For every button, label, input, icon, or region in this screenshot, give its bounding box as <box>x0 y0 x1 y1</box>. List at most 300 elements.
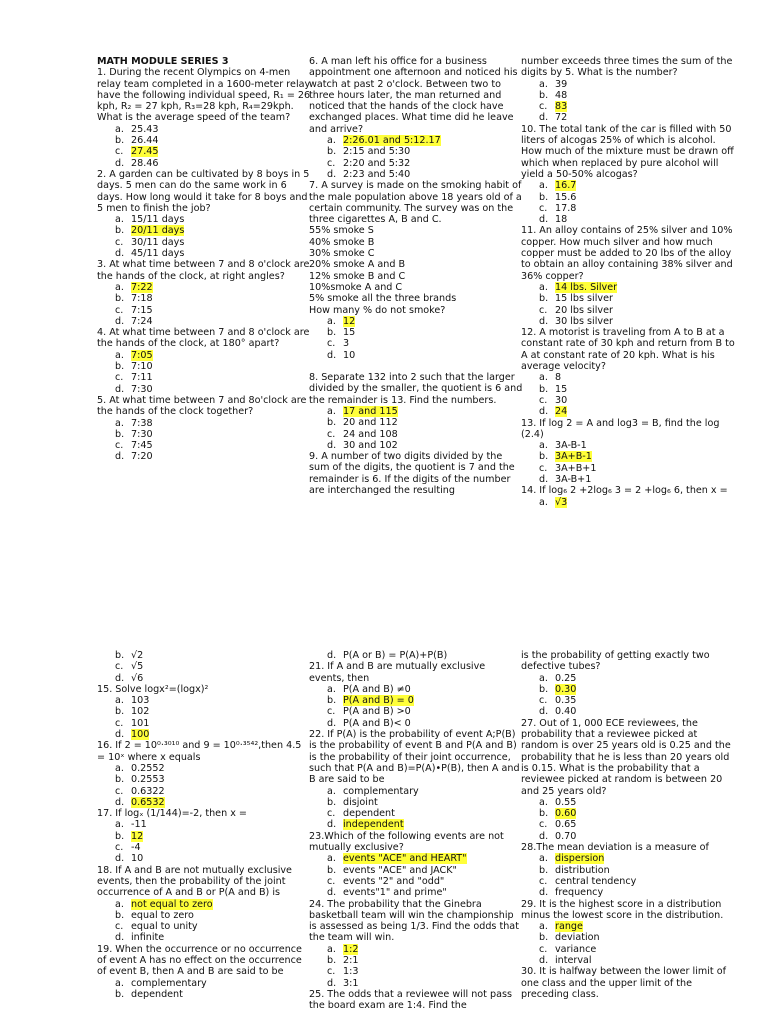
highlighted-answer: 1:2 <box>343 943 359 955</box>
option-letter: d. <box>115 383 125 395</box>
question-text: 27. Out of 1, 000 ECE reviewees, the probability that a reviewee picked at random is over 25 years old is 0.25 and the probability that he is less than 20 years old is 0.15. What is the probability that a reviewee picked at random is between 20 and 25 years old? <box>521 717 731 797</box>
option-letter: c. <box>539 462 548 474</box>
answer-option <box>97 706 311 717</box>
option-text: 18 <box>555 214 568 226</box>
survey-line: 5% smoke all the three brands <box>309 293 457 305</box>
option-letter: c. <box>327 338 336 350</box>
answer-option <box>309 316 523 327</box>
option-letter: d. <box>115 853 125 865</box>
survey-line: 20% smoke A and B <box>309 259 406 271</box>
option-letter: d. <box>327 819 337 831</box>
answer-option <box>97 293 311 304</box>
answer-option <box>309 406 523 417</box>
option-text: 7:11 <box>131 372 153 384</box>
answer-option <box>521 853 735 864</box>
option-letter: c. <box>539 819 548 831</box>
answer-option <box>97 842 311 853</box>
answer-option <box>309 865 523 876</box>
option-letter: d. <box>327 650 337 661</box>
option-text: √6 <box>131 672 144 684</box>
option-letter: b. <box>115 830 125 842</box>
option-text: 0.65 <box>555 819 577 831</box>
option-letter: a. <box>539 921 548 933</box>
option-text: 24 and 108 <box>343 428 398 440</box>
option-letter: c. <box>327 157 336 169</box>
option-letter: a. <box>539 672 548 684</box>
highlighted-answer: events "ACE" and HEART" <box>343 853 467 865</box>
question-text: 15. Solve logx²=(logx)² <box>97 683 209 695</box>
answer-option <box>309 684 523 695</box>
answer-option <box>97 282 311 293</box>
option-text: 7:15 <box>131 304 153 316</box>
option-letter: a. <box>115 123 124 135</box>
highlighted-answer: 0.30 <box>555 683 577 695</box>
answer-option <box>97 819 311 830</box>
answer-option <box>97 932 311 943</box>
answer-option <box>521 463 735 474</box>
answer-option <box>521 395 735 406</box>
option-text: events"1" and prime" <box>343 887 447 899</box>
option-text: 25.43 <box>131 123 159 135</box>
option-letter: c. <box>327 808 336 820</box>
answer-option <box>97 214 311 225</box>
question-text: 17. If logₓ (1/144)=-2, then x = <box>97 808 247 820</box>
answer-option <box>97 440 311 451</box>
answer-option <box>521 293 735 304</box>
option-letter: d. <box>115 672 125 684</box>
answer-option <box>309 819 523 830</box>
answer-option <box>97 718 311 729</box>
question-text: 13. If log 2 = A and log3 = B, find the log (2.4) <box>521 417 720 440</box>
answer-option <box>97 831 311 842</box>
option-text: events "2" and "odd" <box>343 875 445 887</box>
option-text: equal to zero <box>131 909 194 921</box>
answer-option <box>97 786 311 797</box>
answer-option <box>521 955 735 966</box>
option-text: disjoint <box>343 796 378 808</box>
question-text: 16. If 2 = 10⁰·³⁰¹⁰ and 9 = 10⁰·³⁵⁴²,then 4.5 = 10ˣ where x equals <box>97 740 302 763</box>
column-1-top <box>97 56 311 463</box>
option-letter: c. <box>115 717 124 729</box>
option-letter: a. <box>539 440 548 452</box>
option-letter: a. <box>539 180 548 192</box>
option-text: 7:38 <box>131 417 153 429</box>
question-text: is the probability of getting exactly two defective tubes? <box>521 650 710 673</box>
answer-option <box>97 146 311 157</box>
option-text: distribution <box>555 864 610 876</box>
answer-option <box>97 135 311 146</box>
option-text: 0.2552 <box>131 762 165 774</box>
answer-option <box>521 90 735 101</box>
question-text: 23.Which of the following events are not mutually exclusive? <box>309 830 504 854</box>
answer-option <box>521 808 735 819</box>
option-text: P(A and B) ≠0 <box>343 683 411 695</box>
option-text: 3A-B+1 <box>555 473 592 485</box>
option-text: 7:45 <box>131 440 153 452</box>
option-text: P(A or B) = P(A)+P(B) <box>343 650 448 661</box>
option-text: 17.8 <box>555 202 577 214</box>
option-letter: d. <box>539 830 549 842</box>
option-letter: b. <box>115 361 125 373</box>
answer-option <box>309 944 523 955</box>
option-letter: c. <box>115 236 124 248</box>
highlighted-answer: 7:22 <box>131 281 153 293</box>
survey-line: 55% smoke S <box>309 225 374 237</box>
option-text: 7:20 <box>131 451 153 463</box>
highlighted-answer: 16.7 <box>555 180 577 192</box>
question-text: 8. Separate 132 into 2 such that the larger divided by the smaller, the quotient is 6 and the remainder is 13. Find the numbers. <box>309 372 523 406</box>
option-letter: c. <box>115 440 124 452</box>
answer-option <box>309 955 523 966</box>
option-letter: c. <box>115 842 124 854</box>
question-text: 10. The total tank of the car is filled with 50 liters of alcogas 25% of which is alcohol. How much of the mixture must be drawn off which when replaced by pure alcohol will yield a 50-50% alcogas? <box>521 123 734 180</box>
answer-option <box>521 944 735 955</box>
option-letter: b. <box>115 650 125 661</box>
option-letter: d. <box>115 796 125 808</box>
option-text: interval <box>555 955 592 967</box>
answer-option <box>309 797 523 808</box>
question-text: 3. At what time between 7 and 8 o'clock are the hands of the clock, at right angles? <box>97 259 310 282</box>
answer-option <box>521 282 735 293</box>
survey-line: 40% smoke B <box>309 236 375 248</box>
answer-option <box>521 214 735 225</box>
highlighted-answer: range <box>555 921 583 933</box>
answer-option <box>97 361 311 372</box>
option-letter: d. <box>539 706 549 718</box>
option-letter: a. <box>327 135 336 147</box>
question-text: 12. A motorist is traveling from A to B at a constant rate of 30 kph and return from B to A at constant rate of 20 kph. What is his average velocity? <box>521 327 735 373</box>
answer-option <box>97 921 311 932</box>
option-letter: c. <box>539 202 548 214</box>
answer-option <box>521 372 735 383</box>
option-text: 45/11 days <box>131 248 185 260</box>
option-letter: a. <box>327 943 336 955</box>
option-text: 10 <box>343 349 356 361</box>
option-text: √5 <box>131 661 144 673</box>
answer-option <box>97 899 311 910</box>
option-letter: a. <box>539 796 548 808</box>
option-letter: d. <box>539 406 549 418</box>
option-text: -11 <box>131 819 147 831</box>
option-letter: c. <box>115 372 124 384</box>
answer-option <box>521 887 735 898</box>
option-letter: d. <box>539 473 549 485</box>
option-text: central tendency <box>555 875 637 887</box>
answer-option <box>97 763 311 774</box>
option-text: 0.35 <box>555 695 577 707</box>
answer-option <box>521 865 735 876</box>
answer-option <box>97 237 311 248</box>
option-letter: b. <box>115 909 125 921</box>
option-text: dependent <box>343 808 395 820</box>
option-letter: c. <box>539 304 548 316</box>
option-text: variance <box>555 943 597 955</box>
option-text: 103 <box>131 695 150 707</box>
answer-option <box>309 808 523 819</box>
option-letter: d. <box>539 315 549 327</box>
option-text: complementary <box>343 785 419 797</box>
option-letter: a. <box>115 819 124 831</box>
option-text: 3A-B-1 <box>555 440 587 452</box>
answer-option <box>309 327 523 338</box>
answer-option <box>521 384 735 395</box>
question-text: 25. The odds that a reviewee will not pass the board exam are 1:4. Find the <box>309 988 512 1012</box>
question-text: 21. If A and B are mutually exclusive events, then <box>309 661 486 684</box>
option-text: 7:30 <box>131 383 153 395</box>
option-text: 2:23 and 5:40 <box>343 168 411 180</box>
option-letter: b. <box>327 864 337 876</box>
option-text: 3A+B+1 <box>555 462 597 474</box>
option-letter: d. <box>327 349 337 361</box>
answer-option <box>309 650 523 661</box>
option-text: 72 <box>555 112 568 124</box>
option-letter: b. <box>539 808 549 820</box>
option-text: 15.6 <box>555 191 577 203</box>
option-letter: c. <box>115 785 124 797</box>
answer-option <box>97 316 311 327</box>
option-letter: c. <box>539 101 548 113</box>
answer-option <box>521 79 735 90</box>
option-text: equal to unity <box>131 921 198 933</box>
option-text: -4 <box>131 842 141 854</box>
option-text: √2 <box>131 650 144 661</box>
answer-option <box>521 474 735 485</box>
answer-option <box>309 853 523 864</box>
option-letter: b. <box>327 417 337 429</box>
answer-option <box>97 695 311 706</box>
question-text: 30. It is halfway between the lower limit of one class and the upper limit of the preceding class. <box>521 966 726 1000</box>
answer-option <box>309 146 523 157</box>
answer-option <box>521 673 735 684</box>
highlighted-answer: 12 <box>131 830 144 842</box>
answer-option <box>97 978 311 989</box>
option-letter: b. <box>539 293 549 305</box>
option-text: 3 <box>343 338 350 350</box>
option-letter: c. <box>115 661 124 673</box>
option-letter: b. <box>115 988 125 1000</box>
option-letter: d. <box>539 887 549 899</box>
option-letter: a. <box>115 898 124 910</box>
option-letter: b. <box>327 695 337 707</box>
option-letter: a. <box>539 281 548 293</box>
answer-option <box>309 978 523 989</box>
answer-option <box>309 158 523 169</box>
option-text: 2:15 and 5:30 <box>343 146 411 158</box>
option-letter: a. <box>327 315 336 327</box>
option-text: dependent <box>131 988 183 1000</box>
answer-option <box>97 661 311 672</box>
option-letter: a. <box>539 853 548 865</box>
answer-option <box>521 876 735 887</box>
column-2-bottom <box>309 650 523 1012</box>
answer-option <box>521 180 735 191</box>
answer-option <box>97 372 311 383</box>
answer-option <box>309 695 523 706</box>
column-3-top <box>521 56 735 508</box>
question-text: 7. A survey is made on the smoking habit of the male population above 18 years old of a certain community. The survey was on the three cigarettes A, B and C. <box>309 180 522 226</box>
option-letter: a. <box>115 762 124 774</box>
answer-option <box>521 440 735 451</box>
answer-option <box>521 695 735 706</box>
answer-option <box>309 429 523 440</box>
option-letter: c. <box>539 875 548 887</box>
answer-option <box>521 316 735 327</box>
option-text: 7:30 <box>131 428 153 440</box>
option-letter: a. <box>115 281 124 293</box>
highlighted-answer: 0.6532 <box>131 796 165 808</box>
column-3-bottom <box>521 650 735 1000</box>
highlighted-answer: 3A+B-1 <box>555 451 592 463</box>
option-letter: d. <box>115 248 125 260</box>
option-letter: c. <box>115 921 124 933</box>
highlighted-answer: 83 <box>555 101 568 113</box>
option-letter: b. <box>115 225 125 237</box>
option-letter: b. <box>539 383 549 395</box>
page-title: MATH MODULE SERIES 3 <box>97 56 229 67</box>
option-text: 0.40 <box>555 706 577 718</box>
answer-option <box>521 684 735 695</box>
option-letter: a. <box>327 405 336 417</box>
answer-option <box>521 819 735 830</box>
option-letter: d. <box>115 451 125 463</box>
option-text: 0.6322 <box>131 785 165 797</box>
answer-option <box>521 112 735 123</box>
option-text: 39 <box>555 78 568 90</box>
option-text: 26.44 <box>131 135 159 147</box>
option-letter: b. <box>327 146 337 158</box>
answer-option <box>97 225 311 236</box>
question-text: 6. A man left his office for a business appointment one afternoon and noticed his watch at past 2 o'clock. Between two to three hours later, the man returned and noticed that the hands of the clock have exchanged places. What time did he leave and arrive? <box>309 56 518 135</box>
survey-line: 30% smoke C <box>309 248 375 260</box>
option-text: 30/11 days <box>131 236 185 248</box>
option-text: 7:18 <box>131 293 153 305</box>
column-1-bottom <box>97 650 311 1000</box>
answer-option <box>309 350 523 361</box>
survey-line: 10%smoke A and C <box>309 281 403 293</box>
highlighted-answer: not equal to zero <box>131 898 213 910</box>
option-letter: b. <box>115 428 125 440</box>
option-text: 102 <box>131 706 150 718</box>
option-letter: d. <box>539 955 549 967</box>
question-text: 18. If A and B are not mutually exclusive events, then the probability of the joint occurrence of A and B or P(A and B) is <box>97 864 292 899</box>
option-letter: a. <box>115 417 124 429</box>
answer-option <box>97 248 311 259</box>
question-text: 4. At what time between 7 and 8 o'clock are the hands of the clock, at 180° apart? <box>97 327 310 350</box>
question-text: 1. During the recent Olympics on 4-men relay team completed in a 1600-meter relay have the following individual speed, R₁ = 26 kph, R₂ = 27 kph, R₃=28 kph, R₄=29kph. What is the average speed of the team? <box>97 67 311 124</box>
option-text: 0.70 <box>555 830 577 842</box>
option-text: P(A and B) >0 <box>343 706 411 718</box>
question-text: 29. It is the highest score in a distribution minus the lowest score in the distribution. <box>521 898 724 921</box>
answer-option <box>97 158 311 169</box>
answer-option <box>521 831 735 842</box>
answer-option <box>309 169 523 180</box>
option-text: 48 <box>555 89 568 101</box>
answer-option <box>309 887 523 898</box>
option-letter: c. <box>539 695 548 707</box>
highlighted-answer: 12 <box>343 315 356 327</box>
option-text: 20 lbs silver <box>555 304 613 316</box>
highlighted-answer: 2:26.01 and 5:12.17 <box>343 135 441 147</box>
highlighted-answer: 0.60 <box>555 808 577 820</box>
option-text: events "ACE" and JACK" <box>343 864 457 876</box>
option-letter: b. <box>539 451 549 463</box>
option-letter: c. <box>327 706 336 718</box>
option-text: 30 <box>555 394 568 406</box>
option-text: 30 lbs silver <box>555 315 613 327</box>
answer-option <box>521 192 735 203</box>
answer-option <box>309 135 523 146</box>
option-letter: a. <box>115 977 124 989</box>
option-letter: b. <box>539 932 549 944</box>
question-text: 24. The probability that the Ginebra basketball team will win the championship is assessed as being 1/3. Find the odds that the team will win. <box>309 898 519 944</box>
option-text: 7:10 <box>131 361 153 373</box>
answer-option <box>521 203 735 214</box>
survey-line: How many % do not smoke? <box>309 304 446 316</box>
highlighted-answer: 7:05 <box>131 349 153 361</box>
option-text: 8 <box>555 372 562 384</box>
answer-option <box>309 440 523 451</box>
option-text: infinite <box>131 932 165 944</box>
option-letter: b. <box>115 774 125 786</box>
answer-option <box>97 853 311 864</box>
option-letter: b. <box>327 327 337 339</box>
option-letter: d. <box>539 214 549 226</box>
answer-option <box>97 910 311 921</box>
answer-option <box>309 786 523 797</box>
highlighted-answer: 17 and 115 <box>343 405 398 417</box>
question-text: 19. When the occurrence or no occurrence of event A has no effect on the occurrence of event B, then A and B are said to be <box>97 943 302 978</box>
survey-line: 12% smoke B and C <box>309 270 406 282</box>
option-letter: c. <box>539 394 548 406</box>
question-text: 28.The mean deviation is a measure of <box>521 842 709 854</box>
highlighted-answer: independent <box>343 819 404 831</box>
option-letter: a. <box>327 785 336 797</box>
option-letter: b. <box>115 135 125 147</box>
option-letter: b. <box>327 796 337 808</box>
option-text: 28.46 <box>131 157 159 169</box>
option-letter: b. <box>539 864 549 876</box>
highlighted-answer: 100 <box>131 729 150 741</box>
option-text: 7:24 <box>131 315 153 327</box>
option-letter: d. <box>327 717 337 729</box>
answer-option <box>521 101 735 112</box>
highlighted-answer: P(A and B) = 0 <box>343 695 414 707</box>
answer-option <box>309 338 523 349</box>
option-text: 30 and 102 <box>343 439 398 451</box>
option-letter: b. <box>539 683 549 695</box>
answer-option <box>521 932 735 943</box>
option-letter: d. <box>327 439 337 451</box>
option-text: 2:20 and 5:32 <box>343 157 411 169</box>
option-letter: d. <box>327 168 337 180</box>
option-text: frequency <box>555 887 604 899</box>
answer-option <box>521 706 735 717</box>
answer-option <box>521 921 735 932</box>
option-text: 101 <box>131 717 150 729</box>
option-text: 15/11 days <box>131 214 185 226</box>
option-letter: a. <box>327 683 336 695</box>
option-letter: b. <box>539 89 549 101</box>
option-letter: b. <box>539 191 549 203</box>
answer-option <box>521 797 735 808</box>
answer-option <box>97 650 311 661</box>
option-letter: a. <box>539 496 548 508</box>
option-letter: c. <box>115 304 124 316</box>
answer-option <box>521 451 735 462</box>
answer-option <box>97 429 311 440</box>
answer-option <box>521 305 735 316</box>
option-text: 15 lbs silver <box>555 293 613 305</box>
